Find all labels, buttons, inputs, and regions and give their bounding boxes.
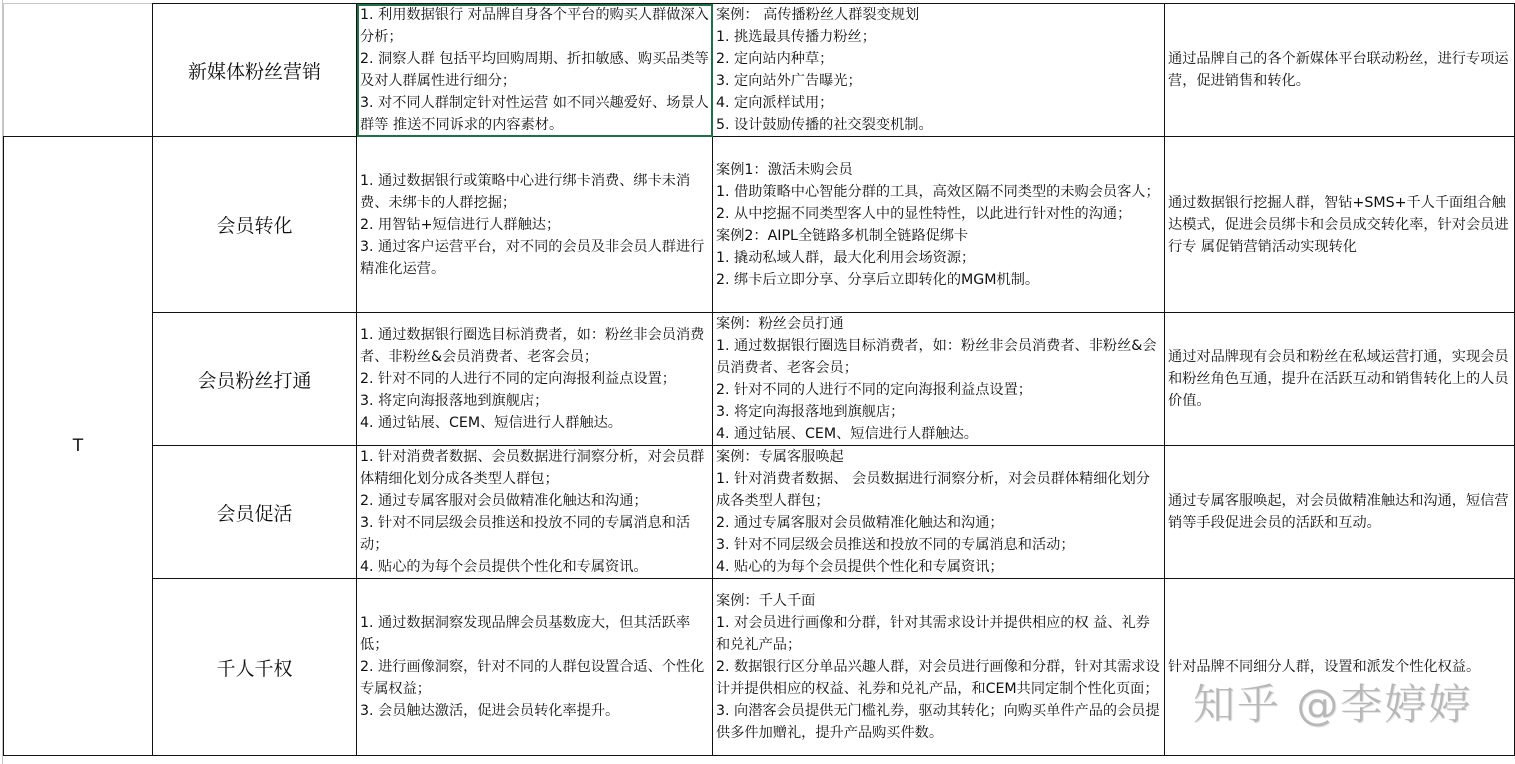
case-title: 案例1：激活未购会员 — [716, 161, 853, 178]
case-line: 1. 针对消费者数据、 会员数据进行洞察分析，对会员群体精细化划分成各类型人群包； — [716, 471, 1150, 509]
stage-cell[interactable] — [4, 137, 153, 756]
method-line: 3. 将定向海报落地到旗舰店； — [360, 393, 549, 409]
case-cell[interactable] — [713, 446, 1165, 579]
case-line: 1. 挑选最具传播力粉丝； — [716, 29, 876, 45]
table-row — [4, 579, 1515, 756]
method-cell[interactable] — [357, 4, 713, 137]
case-line: 3. 针对不同层级会员推送和投放不同的专属消息和活动； — [716, 537, 1075, 553]
method-line: 2. 通过专属客服对会员做精准化触达和沟通； — [360, 493, 648, 509]
table-row — [4, 4, 1515, 137]
case-line: 2. 从中挖掘不同类型客人中的显性特性，以此进行针对性的沟通； — [716, 205, 1132, 222]
category-cell[interactable] — [153, 446, 357, 579]
case-title: 案例：粉丝会员打通 — [716, 316, 844, 332]
table-row — [4, 137, 1515, 313]
summary-cell[interactable] — [1165, 4, 1515, 137]
strategy-table — [3, 3, 1515, 756]
case-line: 2. 数据银行区分单品兴趣人群，对会员进行画像和分群，针对其需求设计并提供相应的权益、礼券和兑礼产品，和CEM共同定制个性化页面； — [716, 659, 1160, 697]
case-line: 3. 向潜客会员提供无门槛礼券，驱动其转化；向购买单件产品的会员提供多件加赠礼，提升产品购买件数。 — [716, 703, 1160, 741]
method-cell[interactable] — [357, 579, 713, 756]
case-line: 2. 通过专属客服对会员做精准化触达和沟通； — [716, 515, 1004, 531]
method-line: 3. 针对不同层级会员推送和投放不同的专属消息和活动； — [360, 515, 691, 553]
category-label: 会员促活 — [216, 502, 293, 525]
method-line: 4. 通过钻展、CEM、短信进行人群触达。 — [360, 415, 622, 431]
method-line: 2. 进行画像洞察，针对不同的人群包设置合适、个性化专属权益； — [360, 659, 705, 697]
case-line: 2. 针对不同的人进行不同的定向海报利益点设置； — [716, 382, 1032, 398]
method-line: 1. 通过数据银行或策略中心进行绑卡消费、绑卡未消费、未绑卡的人群挖掘； — [360, 172, 691, 211]
case-line: 4. 定向派样试用； — [716, 95, 834, 111]
summary-text: 通过品牌自己的各个新媒体平台联动粉丝，进行专项运营，促进销售和转化。 — [1168, 51, 1509, 89]
method-line: 3. 通过客户运营平台，对不同的会员及非会员人群进行精准化运营。 — [360, 238, 705, 277]
table-row — [4, 313, 1515, 446]
category-cell[interactable] — [153, 4, 357, 137]
category-label: 千人千权 — [216, 657, 293, 680]
method-line: 2. 针对不同的人进行不同的定向海报利益点设置； — [360, 371, 676, 387]
case-title: 案例： 高传播粉丝人群裂变规划 — [716, 7, 920, 23]
summary-cell[interactable] — [1165, 579, 1515, 756]
method-line: 1. 利用数据银行 对品牌自身各个平台的购买人群做深入分析； — [360, 7, 709, 45]
case-line: 1. 借助策略中心智能分群的工具，高效区隔不同类型的未购会员客人； — [716, 183, 1160, 200]
case-line: 1. 对会员进行画像和分群，针对其需求设计并提供相应的权 益、礼券和兑礼产品； — [716, 615, 1150, 653]
summary-text: 通过对品牌现有会员和粉丝在私域运营打通，实现会员和粉丝角色互通，提升在活跃互动和销售转化上的人员价值。 — [1168, 349, 1509, 409]
case-line: 2. 定向站内种草； — [716, 51, 834, 67]
method-line: 2. 洞察人群 包括平均回购周期、折扣敏感、购买品类等 及对人群属性进行细分； — [360, 51, 709, 89]
category-label: 会员转化 — [216, 215, 293, 237]
case-title: 案例：专属客服唤起 — [716, 449, 844, 465]
category-cell[interactable] — [153, 313, 357, 446]
category-label: 会员粉丝打通 — [197, 369, 312, 392]
case-cell[interactable] — [713, 579, 1165, 756]
case-line: 3. 定向站外广告曝光； — [716, 73, 862, 89]
method-line: 1. 针对消费者数据、会员数据进行洞察分析，对会员群体精细化划分成各类型人群包； — [360, 449, 705, 487]
case-line: 1. 撬动私域人群，最大化利用会场资源； — [716, 249, 976, 266]
case-line: 5. 设计鼓励传播的社交裂变机制。 — [716, 117, 933, 133]
summary-cell[interactable] — [1165, 137, 1515, 313]
category-cell[interactable] — [153, 137, 357, 313]
method-line: 4. 贴心的为每个会员提供个性化和专属资讯。 — [360, 559, 648, 575]
case-cell[interactable] — [713, 313, 1165, 446]
method-cell[interactable] — [357, 446, 713, 579]
case-line: 3. 将定向海报落地到旗舰店； — [716, 404, 905, 420]
table-row — [4, 446, 1515, 579]
case-cell[interactable] — [713, 137, 1165, 313]
case-title: 案例：千人千面 — [716, 593, 816, 609]
case-title: 案例2：AIPL全链路多机制全链路促绑卡 — [716, 227, 969, 244]
case-line: 1. 通过数据银行圈选目标消费者，如：粉丝非会员消费者、非粉丝&会员消费者、老客会员； — [716, 338, 1157, 376]
category-label: 新媒体粉丝营销 — [187, 60, 321, 83]
method-line: 1. 通过数据洞察发现品牌会员基数庞大，但其活跃率低； — [360, 615, 691, 653]
method-line: 3. 会员触达激活，促进会员转化率提升。 — [360, 703, 620, 719]
case-cell[interactable] — [713, 4, 1165, 137]
method-line: 1. 通过数据银行圈选目标消费者，如：粉丝非会员消费者、非粉丝&会员消费者、老客会员； — [360, 327, 705, 365]
case-line: 2. 绑卡后立即分享、分享后立即转化的MGM机制。 — [716, 271, 1040, 288]
method-cell[interactable] — [357, 137, 713, 313]
stage-label: T — [72, 436, 84, 456]
summary-text: 针对品牌不同细分人群，设置和派发个性化权益。 — [1168, 659, 1481, 675]
method-cell[interactable] — [357, 313, 713, 446]
summary-text: 通过专属客服唤起，对会员做精准触达和沟通，短信营销等手段促进会员的活跃和互动。 — [1168, 493, 1509, 531]
method-line: 2. 用智钻+短信进行人群触达； — [360, 216, 561, 233]
case-line: 4. 贴心的为每个会员提供个性化和专属资讯； — [716, 559, 1004, 575]
summary-cell[interactable] — [1165, 313, 1515, 446]
summary-cell[interactable] — [1165, 446, 1515, 579]
summary-text: 通过数据银行挖掘人群，智钻+SMS+千人千面组合触达模式，促进会员绑卡和会员成交转化率，针对会员进行专 属促销营销活动实现转化 — [1168, 194, 1509, 255]
method-line: 3. 对不同人群制定针对性运营 如不同兴趣爱好、场景人群等 推送不同诉求的内容素材。 — [360, 95, 709, 133]
case-line: 4. 通过钻展、CEM、短信进行人群触达。 — [716, 426, 978, 442]
stage-cell-empty[interactable] — [4, 4, 153, 137]
watermark-text: 知乎 @李婷婷 — [1193, 680, 1473, 729]
category-cell[interactable] — [153, 579, 357, 756]
